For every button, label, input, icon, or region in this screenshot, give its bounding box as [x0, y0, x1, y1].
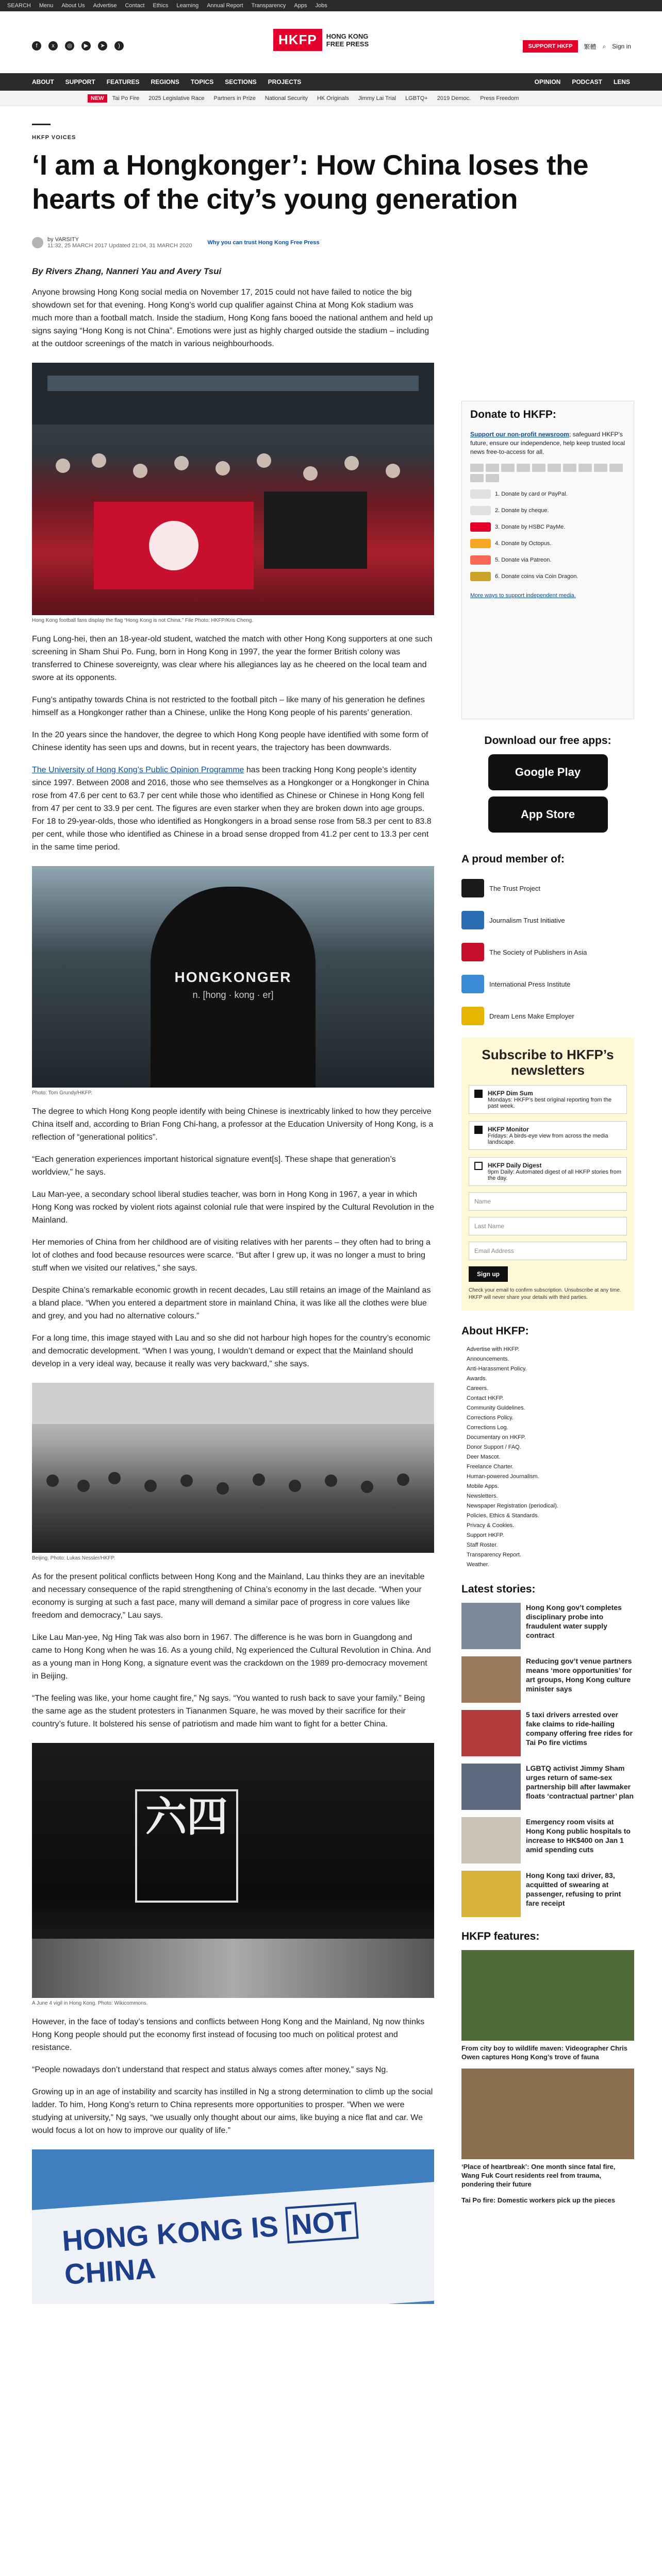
feature-thumbnail: [461, 2069, 634, 2159]
app-store-badge[interactable]: App Store: [488, 796, 608, 833]
newsletter-name: HKFP Monitor: [488, 1126, 529, 1133]
story-headline[interactable]: Reducing gov’t venue partners means ‘more opportunities’ for art groups, Hong Kong culture minister says: [526, 1657, 632, 1693]
feature-story[interactable]: [461, 2069, 634, 2189]
donate-title: Donate to HKFP:: [470, 409, 556, 420]
feature-thumbnail: [461, 1950, 634, 2041]
nav-about[interactable]: ABOUT: [32, 78, 54, 86]
story-thumbnail: [461, 1764, 521, 1810]
paragraph: Growing up in an age of instability and scarcity has instilled in Ng a strong determination to climb up the social ladder. To him, Hong Kong’s return to China represents more opportunities to prosper. “When we were studying at university,” Ng says, “we usually only thought about our aims, like buying a nice flat and car. We would focus a lot on how to improve our quality of life.”: [32, 2088, 433, 2135]
employer-icon: [461, 1007, 484, 1025]
paragraph: “Each generation experiences important historical signature event[s]. These shape that generation’s worldview,” he says.: [32, 1155, 396, 1177]
payment-icons: [470, 464, 625, 482]
feature-headline[interactable]: Tai Po fire: Domestic workers pick up the pieces: [461, 2196, 616, 2204]
about-link[interactable]: Freelance Charter.: [467, 1464, 514, 1470]
fans-illustration: [32, 363, 434, 615]
topbar-transparency[interactable]: Transparency: [251, 3, 286, 9]
top-utility-bar: [0, 0, 662, 11]
about-link[interactable]: Privacy & Cookies.: [467, 1522, 515, 1529]
member-logo[interactable]: [461, 911, 634, 929]
language-toggle[interactable]: 繁體: [584, 43, 597, 50]
ipi-icon: [461, 975, 484, 993]
topbar-apps[interactable]: Apps: [294, 3, 307, 9]
paragraph: “The feeling was like, your home caught fire,” Ng says. “You wanted to rush back to save your family.” Being the same age as the student protesters in Tiananmen Square, he was moved by their sacrifice for their country’s future. It bolstered his sense of patriotism and made him want to fight for a better China.: [32, 1694, 425, 1728]
about-link[interactable]: Advertise with HKFP.: [467, 1346, 520, 1352]
newsletter-name: HKFP Dim Sum: [488, 1090, 533, 1097]
donate-option-label: 2. Donate by cheque.: [495, 507, 549, 514]
donate-option[interactable]: [470, 489, 625, 499]
latest-story[interactable]: [461, 1817, 634, 1863]
member-label: International Press Institute: [489, 980, 571, 988]
about-link[interactable]: Newspaper Registration (periodical).: [467, 1503, 558, 1509]
nav-right-group: [535, 78, 630, 86]
support-button[interactable]: SUPPORT HKFP: [523, 40, 577, 53]
cheque-icon: [470, 506, 491, 515]
patreon-icon: [470, 555, 491, 565]
story-thumbnail: [461, 1710, 521, 1756]
sign-in-link[interactable]: Sign in: [612, 43, 631, 50]
newsletter-option[interactable]: [469, 1157, 627, 1186]
about-link[interactable]: Transparency Report.: [467, 1552, 521, 1558]
trending-link[interactable]: LGBTQ+: [405, 95, 428, 101]
latest-story[interactable]: [461, 1871, 634, 1917]
latest-story[interactable]: [461, 1764, 634, 1810]
trending-link[interactable]: Tai Po Fire: [112, 95, 140, 101]
about-link[interactable]: Corrections Log.: [467, 1425, 508, 1431]
latest-story[interactable]: [461, 1603, 634, 1649]
crowd-illustration: [32, 1383, 434, 1553]
story-headline[interactable]: LGBTQ activist Jimmy Sham urges return of same-sex partnership bill after lawmaker floats ‘contractual partner’ plan: [526, 1764, 634, 1800]
apps-title: Download our free apps:: [484, 735, 611, 747]
donate-option[interactable]: [470, 522, 625, 532]
photo-caption: Hong Kong football fans display the flag “Hong Kong is not China.” File Photo: HKFP/Kris Cheng.: [32, 618, 254, 623]
photo-caption: A June 4 vigil in Hong Kong. Photo: Wikicommons.: [32, 2001, 148, 2006]
about-link[interactable]: Donor Support / FAQ.: [467, 1444, 521, 1450]
about-link[interactable]: Community Guidelines.: [467, 1405, 525, 1411]
diners-icon: [609, 464, 623, 472]
card-icon: [470, 489, 491, 499]
article-authors: By Rivers Zhang, Nanneri Yau and Avery Tsui: [32, 266, 222, 276]
paragraph: Despite China’s remarkable economic growth in recent decades, Lau still retains an image of the Mainland as a bland place. “When you entered a department store in mainland China, it was like all the clothes were blue and grey, and you had no alternative colours.”: [32, 1286, 431, 1320]
donate-option-label: 6. Donate coins via Coin Dragon.: [495, 573, 578, 580]
email-input[interactable]: Email Address: [469, 1242, 627, 1260]
story-thumbnail: [461, 1656, 521, 1703]
photo-caption: Photo: Tom Grundy/HKFP.: [32, 1090, 92, 1096]
rss-icon[interactable]: ): [114, 41, 124, 50]
paragraph: In the 20 years since the handover, the degree to which Hong Kong people have identified with some form of Chinese identity has seen ups and downs, but in recent years, the trajectory has been downwards.: [32, 731, 428, 752]
vigil-banner-text: 六四: [135, 1789, 238, 1903]
member-label: The Trust Project: [489, 884, 540, 892]
story-thumbnail: [461, 1817, 521, 1863]
about-link[interactable]: Announcements.: [467, 1356, 509, 1362]
member-label: Dream Lens Make Employer: [489, 1012, 574, 1020]
gpay-icon: [548, 464, 561, 472]
amex-icon: [501, 464, 515, 472]
story-headline[interactable]: Hong Kong taxi driver, 83, acquitted of swearing at passenger, refusing to print fare receipt: [526, 1871, 621, 1907]
header-actions: [523, 40, 631, 53]
beijing-crowd-photo: [32, 1383, 434, 1553]
nav-support[interactable]: SUPPORT: [65, 78, 95, 86]
newsletter-checkbox[interactable]: [474, 1126, 483, 1134]
logo-line-2: FREE PRESS: [326, 40, 369, 48]
twitter-icon[interactable]: x: [48, 41, 58, 50]
donate-link[interactable]: Support our non-profit newsroom: [470, 431, 569, 438]
newsletter-option[interactable]: [469, 1121, 627, 1150]
octopus-icon: [486, 474, 499, 482]
paypal-icon: [517, 464, 530, 472]
publish-dates: 11:32, 25 MARCH 2017 Updated 21:04, 31 MARCH 2020: [47, 243, 192, 249]
logo-box: HKFP: [273, 29, 322, 51]
trending-bar: [0, 91, 662, 106]
newsletter-desc: Fridays: A birds-eye view from across the media landscape.: [488, 1133, 608, 1145]
football-fans-photo: [32, 363, 434, 615]
masthead: [0, 11, 662, 73]
donate-option-label: 5. Donate via Patreon.: [495, 557, 552, 563]
newsletter-option[interactable]: [469, 1085, 627, 1114]
banner-word: IS: [250, 2209, 279, 2244]
donate-option[interactable]: [470, 572, 625, 581]
nav-features[interactable]: FEATURES: [106, 78, 140, 86]
trending-link[interactable]: Press Freedom: [480, 95, 519, 101]
applepay-icon: [532, 464, 545, 472]
nav-lens[interactable]: LENS: [613, 78, 630, 86]
signup-note: Check your email to confirm subscription. Unsubscribe at any time. HKFP will never share your details with third parties.: [469, 1287, 621, 1300]
about-link[interactable]: Newsletters.: [467, 1493, 498, 1499]
donate-option[interactable]: [470, 539, 625, 548]
about-link[interactable]: Awards.: [467, 1376, 487, 1382]
feature-story[interactable]: [461, 2196, 634, 2205]
paragraph-text: has been tracking Hong Kong people’s identity since 1997. Between 2008 and 2016, those who see themselves as a Hongkonger or a Hongkonger in China rose from 47.6 per cent to 63.7 per cent while those who identified as Chinese or Chinese in Hong Kong fell from 47 per cent to 33.9 per cent. The figures are even starker when they are broken down into age groups. For 18 to 29-year-olds, those who identified as Hongkongers in a broad sense rose from 58.3 per cent to 83.8 per cent, while those who identified as Chinese in a broad sense dropped from 41.2 per cent to 13.3 per cent in the same time period.: [32, 766, 432, 852]
about-link[interactable]: Policies, Ethics & Standards.: [467, 1513, 539, 1519]
donate-text-body: ; safeguard HKFP’s future, ensure our independence, help keep trusted local news free-to-access for all.: [470, 431, 625, 455]
about-link[interactable]: Careers.: [467, 1385, 489, 1392]
latest-title: Latest stories:: [461, 1583, 536, 1595]
paragraph: For a long time, this image stayed with Lau and so she did not harbour high hopes for the country’s economic and democratic development. “When I was young, I wouldn’t demand or expect that the Mainland should develop in a very ideal way, because it really was very backward,” she says.: [32, 1334, 431, 1368]
kicker-rule: [32, 124, 51, 125]
nav-opinion[interactable]: OPINION: [534, 78, 561, 86]
search-icon[interactable]: ⌕: [602, 42, 606, 50]
donate-option[interactable]: [470, 506, 625, 515]
more-ways-link[interactable]: More ways to support independent media.: [470, 592, 576, 599]
topbar-ethics[interactable]: Ethics: [153, 3, 169, 9]
app-store-badges: [461, 754, 634, 833]
about-link[interactable]: Staff Roster.: [467, 1542, 498, 1548]
trust-link[interactable]: Why you can trust Hong Kong Free Press: [207, 240, 320, 246]
nav-projects[interactable]: PROJECTS: [268, 78, 302, 86]
jcb-icon: [578, 464, 592, 472]
donate-option-label: 4. Donate by Octopus.: [495, 540, 552, 547]
features-title: HKFP features:: [461, 1930, 540, 1942]
paragraph: Anyone browsing Hong Kong social media on November 17, 2015 could not have failed to notice the big showdown set for that evening. Hong Kong’s world cup qualifier against China at Mong Kok stadium was much more than a football match. Inside the stadium, Hong Kong fans booed the national anthem and held up signs saying “Hong Kong is not China”. Emotions were just as highly charged outside the stadium – including at the outdoor screenings of the match in various neighbourhoods.: [32, 288, 433, 348]
instagram-icon[interactable]: ◎: [65, 41, 74, 50]
trust-project-icon: [461, 879, 484, 897]
paragraph: Her memories of China from her childhood are of visiting relatives with her parents – they often had to bring a lot of clothes and food because resources were scarce. “But after I grew up, it was no longer a must to bring stuff when we visited our relatives,” she says.: [32, 1238, 431, 1273]
about-link[interactable]: Weather.: [467, 1562, 489, 1568]
june-4-vigil-photo: [32, 1743, 434, 1998]
sopa-icon: [461, 943, 484, 961]
donate-option-label: 1. Donate by card or PayPal.: [495, 491, 568, 497]
logo-line-1: HONG KONG: [326, 32, 369, 40]
topbar-menu[interactable]: Menu: [39, 3, 54, 9]
topbar-jobs[interactable]: Jobs: [315, 3, 327, 9]
trending-link[interactable]: National Security: [264, 95, 308, 101]
about-link[interactable]: Mobile Apps.: [467, 1483, 499, 1489]
paragraph: Fung’s antipathy towards China is not restricted to the football pitch – like many of his generation he defines himself as a Hongkonger rather than a Chinese, unlike the Hong Kong people of his parents’ generation.: [32, 696, 425, 717]
latest-story[interactable]: [461, 1656, 634, 1703]
story-headline[interactable]: 5 taxi drivers arrested over fake claims to ride-hailing company offering free rides for Tai Po fire victims: [526, 1710, 633, 1747]
article-category[interactable]: HKFP VOICES: [32, 134, 76, 141]
member-logo[interactable]: [461, 943, 634, 961]
topbar-advertise[interactable]: Advertise: [93, 3, 117, 9]
newsletter-checkbox[interactable]: [474, 1090, 483, 1098]
newsletter-name: HKFP Daily Digest: [488, 1162, 542, 1169]
latest-story[interactable]: [461, 1710, 634, 1756]
topbar-annual-report[interactable]: Annual Report: [207, 3, 243, 9]
youtube-icon[interactable]: ▶: [81, 41, 91, 50]
coin-dragon-icon: [470, 572, 491, 581]
donate-option[interactable]: [470, 555, 625, 565]
payme-logo-icon: [470, 522, 491, 532]
about-link[interactable]: Support HKFP.: [467, 1532, 504, 1538]
newsletter-widget: [461, 1038, 634, 1311]
feature-headline[interactable]: ‘Place of heartbreak’: One month since fatal fire, Wang Fuk Court residents reel from trauma, pondering their future: [461, 2163, 616, 2188]
nav-topics[interactable]: TOPICS: [190, 78, 214, 86]
sidebar: [461, 401, 634, 2205]
member-logo[interactable]: [461, 879, 634, 897]
trending-link[interactable]: 2019 Democ.: [437, 95, 471, 101]
hong-kong-not-china-banner-photo: [32, 2149, 434, 2304]
story-headline[interactable]: Hong Kong gov’t completes disciplinary probe into fraudulent water supply contract: [526, 1603, 622, 1639]
paragraph: However, in the face of today’s tensions and conflicts between Hong Kong and the Mainland, Ng now thinks Hong Kong people should put the economy first instead of focusing too much on political protest and resistance.: [32, 2018, 425, 2052]
author-avatar: [32, 237, 43, 248]
trending-link[interactable]: Jimmy Lai Trial: [358, 95, 396, 101]
subscribe-title: Subscribe to HKFP’s newsletters: [482, 1047, 614, 1078]
new-badge: NEW: [88, 94, 107, 103]
about-link[interactable]: Documentary on HKFP.: [467, 1434, 526, 1440]
site-logo[interactable]: [273, 29, 369, 51]
topbar-search[interactable]: SEARCH: [7, 3, 31, 9]
photo-caption: Beijing. Photo: Lukas Nessler/HKFP.: [32, 1555, 115, 1561]
name-input[interactable]: Name: [469, 1192, 627, 1211]
newsletter-desc: Mondays: HKFP’s best original reporting from the past week.: [488, 1097, 612, 1109]
discover-icon: [594, 464, 607, 472]
trending-link[interactable]: 2025 Legislative Race: [148, 95, 205, 101]
google-play-badge[interactable]: Google Play: [488, 754, 608, 790]
byline: [32, 236, 434, 249]
about-link[interactable]: Deer Mascot.: [467, 1454, 501, 1460]
banner-word: CHINA: [63, 2251, 157, 2291]
story-thumbnail: [461, 1603, 521, 1649]
trending-link[interactable]: Partners in Prize: [213, 95, 256, 101]
donate-option-label: 3. Donate by HSBC PayMe.: [495, 524, 566, 530]
about-title: About HKFP:: [461, 1325, 529, 1337]
paragraph: “People nowadays don’t understand that respect and status always comes after money,” says Ng.: [32, 2065, 388, 2074]
donate-widget: [461, 401, 634, 719]
telegram-icon[interactable]: ➤: [98, 41, 107, 50]
topbar-contact[interactable]: Contact: [125, 3, 145, 9]
member-label: Journalism Trust Initiative: [489, 916, 565, 924]
about-link[interactable]: Anti-Harassment Policy.: [467, 1366, 527, 1372]
paragraph: Fung Long-hei, then an 18-year-old student, watched the match with other Hong Kong supporters at one such screening in Sham Shui Po. Fung, born in Hong Kong in 1997, the year the former British colony was transferred to Chinese sovereignty, was clear where his allegiances lay as he cheered on the local team and swore at its opponents.: [32, 635, 433, 682]
story-thumbnail: [461, 1871, 521, 1917]
hoodie-subtext: n. [hong · kong · er]: [192, 990, 274, 1000]
facebook-icon[interactable]: f: [32, 41, 41, 50]
mastercard-icon: [486, 464, 499, 472]
donate-text: [470, 430, 625, 456]
banner-word: NOT: [285, 2202, 359, 2243]
member-logo[interactable]: [461, 975, 634, 993]
author-name[interactable]: by VARSITY: [47, 236, 79, 243]
about-link[interactable]: Corrections Policy.: [467, 1415, 514, 1421]
topbar-about[interactable]: About Us: [61, 3, 85, 9]
unionpay-icon: [563, 464, 576, 472]
last-name-input[interactable]: Last Name: [469, 1217, 627, 1235]
article-title: ‘I am a Hongkonger’: How China loses the hearts of the city’s young generation: [32, 149, 589, 215]
newsletter-desc: 9pm Daily: Automated digest of all HKFP stories from the day.: [488, 1169, 622, 1181]
social-links: [32, 41, 124, 50]
member-title: A proud member of:: [461, 853, 565, 865]
about-link[interactable]: Contact HKFP.: [467, 1395, 504, 1401]
trending-link[interactable]: HK Originals: [317, 95, 349, 101]
paragraph: Lau Man-yee, a secondary school liberal studies teacher, was born in Hong Kong in 1967, a year in which Hong Kong was rocked by violent riots against colonial rule that were inspired by the Cultural Revolution in the Mainland.: [32, 1190, 434, 1225]
jti-icon: [461, 911, 484, 929]
feature-story[interactable]: [461, 1950, 634, 2061]
nav-sections[interactable]: SECTIONS: [225, 78, 257, 86]
feature-headline[interactable]: From city boy to wildlife maven: Videographer Chris Owen captures Hong Kong’s trove of fauna: [461, 2044, 627, 2061]
paragraph: [32, 764, 434, 854]
octopus-logo-icon: [470, 539, 491, 548]
member-logo[interactable]: [461, 1007, 634, 1025]
banner-word: HONG KONG: [61, 2212, 244, 2258]
story-headline[interactable]: Emergency room visits at Hong Kong public hospitals to increase to HK$400 on Jan 1 amid spending cuts: [526, 1818, 631, 1854]
member-label: The Society of Publishers in Asia: [489, 948, 587, 956]
payme-icon: [470, 474, 484, 482]
hku-pop-link[interactable]: The University of Hong Kong’s Public Opinion Programme: [32, 766, 244, 774]
about-list: [461, 1345, 634, 1570]
about-link[interactable]: Human-powered Journalism.: [467, 1473, 539, 1480]
newsletter-checkbox[interactable]: [474, 1162, 483, 1170]
visa-icon: [470, 464, 484, 472]
logo-text: [326, 32, 369, 48]
paragraph: The degree to which Hong Kong people identify with being Chinese is inextricably linked to how they perceive China itself and, according to Brian Fong Chi-hang, a professor at the Education University of Hong Kong, is a reflection of “generational politics”.: [32, 1107, 434, 1142]
hoodie-text: HONGKONGER: [174, 969, 292, 985]
topbar-learning[interactable]: Learning: [176, 3, 199, 9]
main-navigation: [0, 73, 662, 91]
paragraph: Like Lau Man-yee, Ng Hing Tak was also born in 1967. The difference is he was born in Guangdong and came to Hong Kong when he was 16. As a young child, Ng experienced the Cultural Revolution in China. And as a young man in Hong Kong, a signature event was the crackdown on the 1989 pro-democracy movement in Beijing.: [32, 1633, 431, 1681]
nav-regions[interactable]: REGIONS: [151, 78, 179, 86]
signup-button[interactable]: Sign up: [469, 1266, 508, 1282]
paragraph: As for the present political conflicts between Hong Kong and the Mainland, Lau thinks they are an inevitable and necessary consequence of the rapid strengthening of China’s economy in the last decade. “When your economy is surging at such a fast pace, many will demand a similar pace of progress in core values like freedom and democracy,” Lau says.: [32, 1572, 425, 1620]
hongkonger-hoodie-photo: [32, 866, 434, 1088]
nav-podcast[interactable]: PODCAST: [572, 78, 602, 86]
